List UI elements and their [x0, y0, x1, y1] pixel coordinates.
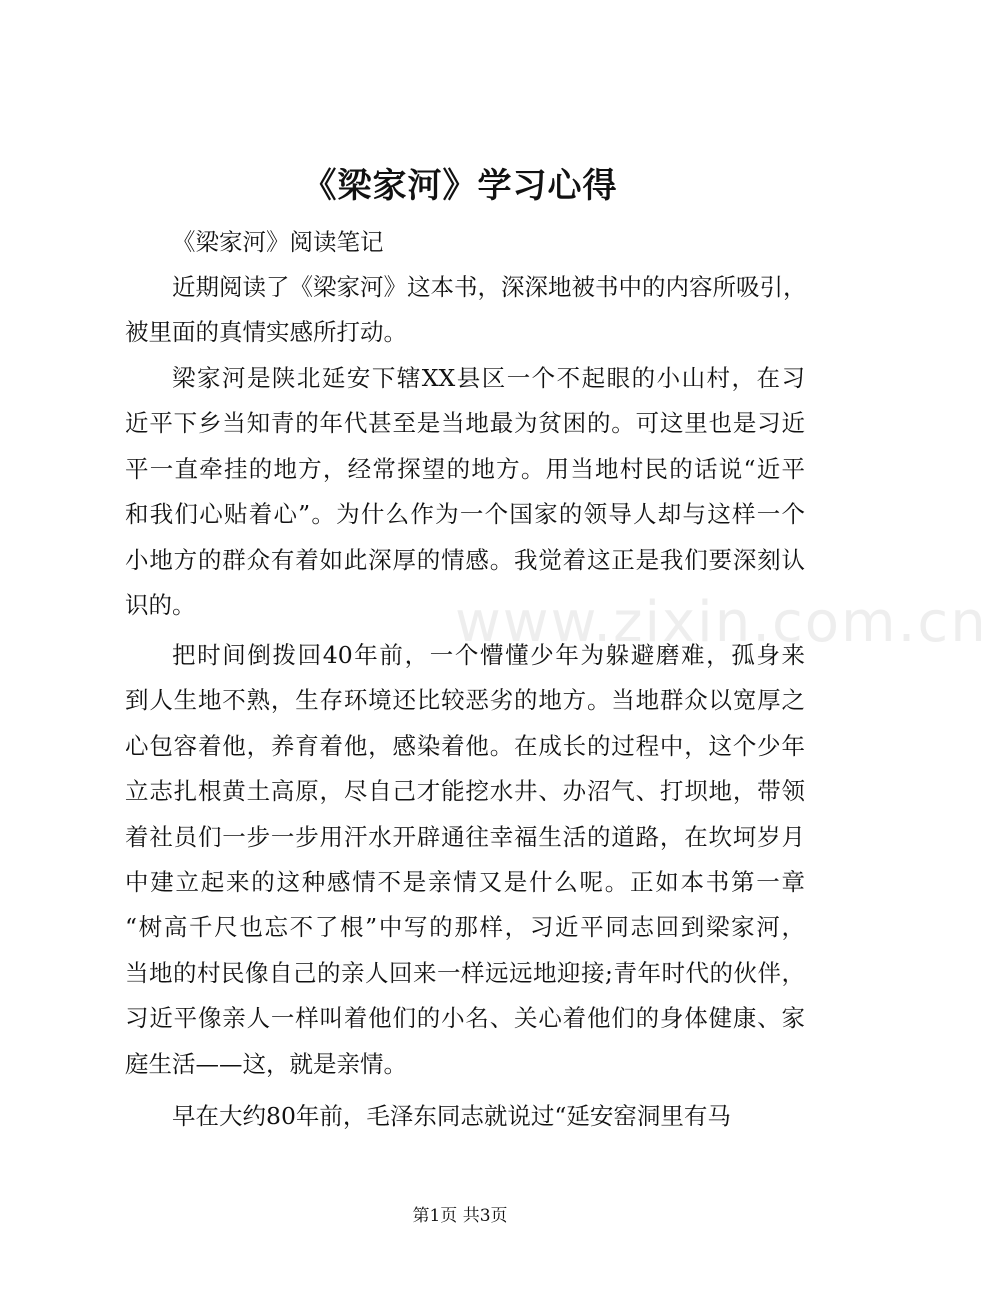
- page-title: 《梁家河》学习心得: [302, 166, 618, 206]
- paragraph-line: 习近平像亲人一样叫着他们的小名、关心着他们的身体健康、家: [125, 1004, 805, 1033]
- paragraph-line: 和我们心贴着心”。为什么作为一个国家的领导人却与这样一个: [125, 500, 805, 529]
- paragraph-line: 着社员们一步一步用汗水开辟通往幸福生活的道路，在坎坷岁月: [125, 822, 805, 851]
- paragraph-line: 平一直牵挂的地方，经常探望的地方。用当地村民的话说“近平: [125, 454, 805, 483]
- paragraph-line: 当地的村民像自己的亲人回来一样远远地迎接;青年时代的伙伴，: [125, 958, 805, 987]
- paragraph-1: [125, 265, 805, 356]
- paragraph-line: 被里面的真情实感所打动。: [125, 318, 407, 347]
- paragraph-2: [125, 356, 805, 628]
- paragraph-line: 到人生地不熟，生存环境还比较恶劣的地方。当地群众以宽厚之: [125, 686, 805, 715]
- subtitle-block: [125, 220, 805, 265]
- page-footer: 第1页 共3页: [412, 1206, 508, 1226]
- paragraph-line: 近平下乡当知青的年代甚至是当地最为贫困的。可这里也是习近: [125, 409, 805, 438]
- paragraph-line: 梁家河是陕北延安下辖XX县区一个不起眼的小山村，在习: [172, 364, 805, 392]
- watermark: www.zixin.com.cn: [455, 590, 988, 655]
- paragraph-3: [125, 633, 805, 1087]
- paragraph-line: 中建立起来的这种感情不是亲情又是什么呢。正如本书第一章: [125, 867, 805, 896]
- paragraph-line: 小地方的群众有着如此深厚的情感。我觉着这正是我们要深刻认: [125, 545, 805, 574]
- paragraph-line: 近期阅读了《梁家河》这本书，深深地被书中的内容所吸引，: [172, 273, 807, 301]
- paragraph-line: “树高千尺也忘不了根”中写的那样，习近平同志回到梁家河，: [125, 913, 805, 942]
- subtitle: 《梁家河》阅读笔记: [172, 228, 384, 256]
- paragraph-line: 庭生活——这，就是亲情。: [125, 1049, 407, 1078]
- paragraph-line: 早在大约80年前，毛泽东同志就说过“延安窑洞里有马: [172, 1102, 731, 1130]
- paragraph-line: 把时间倒拨回40年前，一个懵懂少年为躲避磨难，孤身来: [172, 641, 805, 669]
- paragraph-line: 识的。: [125, 590, 196, 619]
- paragraph-4: [125, 1094, 805, 1139]
- paragraph-line: 立志扎根黄土高原，尽自己才能挖水井、办沼气、打坝地，带领: [125, 777, 805, 806]
- paragraph-line: 心包容着他，养育着他，感染着他。在成长的过程中，这个少年: [125, 731, 805, 760]
